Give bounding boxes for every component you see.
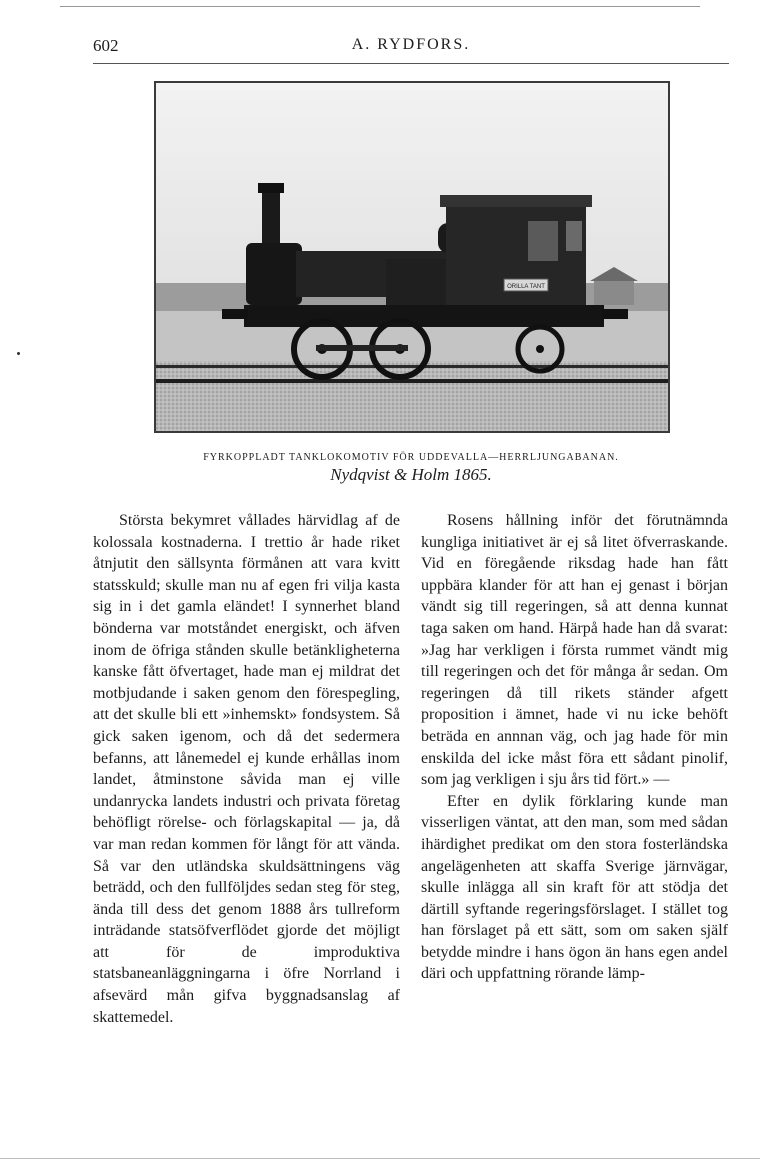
locomotive-photo bbox=[154, 81, 670, 433]
top-edge-line bbox=[60, 6, 700, 7]
bottom-edge-line bbox=[0, 1158, 760, 1159]
paragraph: Rosens hållning inför det förutnämnda kungliga initiativet är ej så litet öfverraskande. Vid en föregående riksdag hade han fått uppbära klander för att han ej genast i början vändt sig till regeringen, så att denna kunnat taga saken om hand. Härpå hade han då svarat: »Jag har verkligen i första rummet vändt mig till regeringen och det för många år sedan. Om regeringen då till rikets ständer afgett proposition i ämnet, hade vi nu icke behöft beträda en annnan väg, och jag hade för min enskilda del icke måst föra ett sådant pinolif, som jag verkligen i sju års tid fört.» — bbox=[421, 512, 728, 789]
paragraph: Största bekymret vållades härvidlag af de kolossala kostnaderna. I trettio år hade riket åtnjutit den sällsynta förmånen att vara kvitt statsskuld; skulle man nu af egen fri vilja kasta sig in i det gamla eländet! I synnerhet bland bönderna var motståndet energiskt, och äfven inom de öfriga stånden skulle betänkligheterna kanske fått öfvertaget, hade man ej mildrat det motbjudande i saken genom den förespegling, att det skulle bli ett »inhemskt» fondsystem. Så gick saken igenom, och då det sedermera befanns, att lånemedel ej kunde erhållas inom landet, åtminstone såvida man ej ville undanrycka landets industri och privata företag behöfligt rörelse- och förlagskapital — ja, då var man redan kommen för långt för att vända. Så var den utländska skuldsättningens väg beträdd, och den fullföljdes sedan steg för steg, ända till dess det genom 1888 års tullreform inträdande statsöfverflödet gjorde det möjligt att för de improduktiva statsbaneanläggningarna i öfre Norrland i afsevärd mån gifva byggnadsanslag af skattemedel. bbox=[93, 512, 400, 1026]
margin-dot bbox=[17, 352, 20, 355]
text-column-right bbox=[421, 510, 728, 985]
running-head: A. RYDFORS. bbox=[351, 36, 471, 53]
figure-caption: FYRKOPPLADT TANKLOKOMOTIV FÖR UDDEVALLA—HERRLJUNGABANAN. bbox=[203, 452, 619, 463]
figure-subcaption: Nydqvist & Holm 1865. bbox=[330, 465, 492, 484]
paragraph: Efter en dylik förklaring kunde man visserligen väntat, att den man, som med sådan ihärdighet predikat om den stora fosterländska angelägenheten att skaffa Sverige järnvägar, skulle inlägga all sin kraft för att stödja det därtill syftande regeringsförslaget. I stället tog han förslaget på ett sätt, som om saken själf betydde mindre i hans ögon än hans egen andel däri och uppfattning rörande lämp- bbox=[421, 792, 728, 983]
header-rule bbox=[93, 63, 729, 64]
locomotive-illustration bbox=[156, 83, 668, 431]
text-column-left bbox=[93, 510, 400, 1028]
page-header bbox=[93, 36, 729, 60]
page-number: 602 bbox=[93, 36, 119, 55]
nameplate-text: ORILLA TANT bbox=[507, 284, 545, 290]
